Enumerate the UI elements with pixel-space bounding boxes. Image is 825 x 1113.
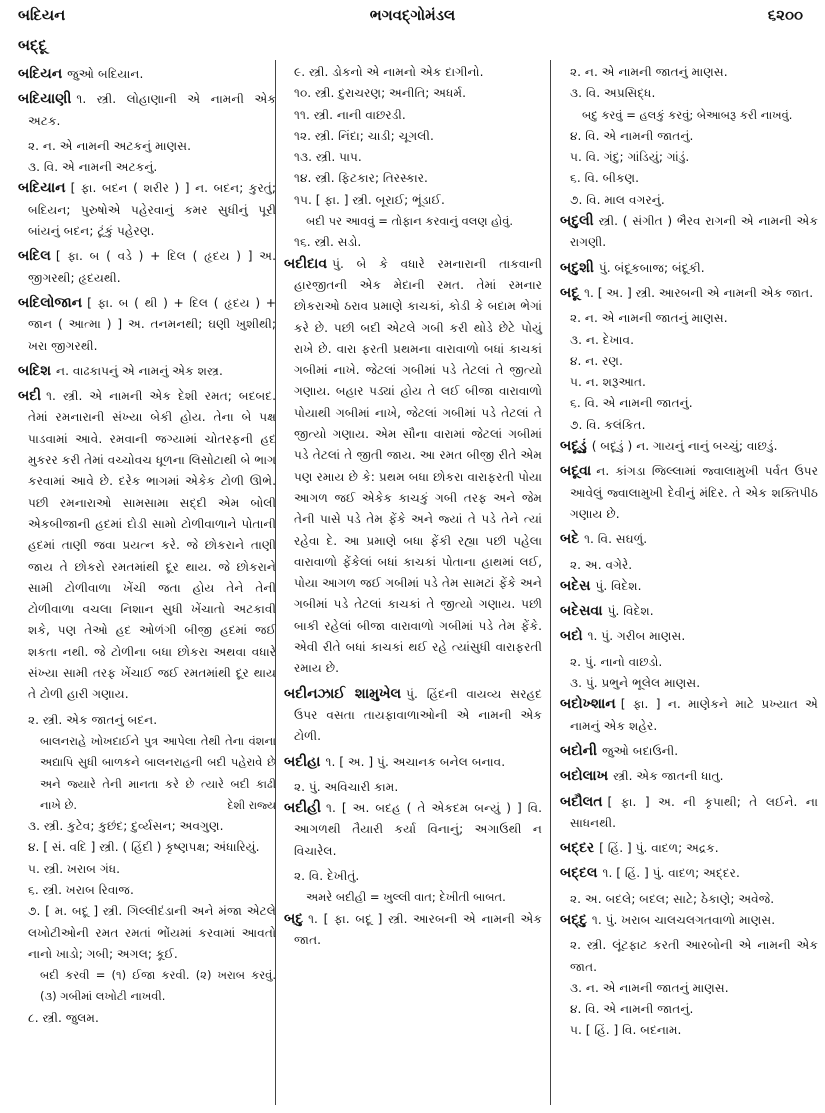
sense-item — [560, 415, 818, 436]
sense-item — [560, 83, 818, 104]
definition-text: ૫. સ્ત્રી. ખરાબ ગંધ. — [28, 861, 121, 876]
definition-text: ૧૩. સ્ત્રી. પાપ. — [294, 150, 362, 165]
sense-item — [18, 880, 276, 901]
headword: બદુશી — [560, 259, 594, 276]
definition-text: ૩. ન. દેખાવ. — [570, 332, 634, 347]
sense-item — [18, 710, 276, 731]
sense-item — [560, 190, 818, 211]
definition-text: ૧. [ અ. ] સ્ત્રી. આરબની એ નામની એક જાત. — [584, 285, 814, 300]
dictionary-entry — [284, 909, 542, 952]
headword: બદીદાવ — [284, 255, 328, 272]
definition-text: [ ફા. બ ( થી ) + દિલ ( હૃદય ) + જાન ( આત્મા ) ] અ. તનમનથી; ઘણી ખુશીથી; ખરા જીગરથી. — [28, 295, 276, 353]
column-divider — [550, 60, 551, 1105]
sense-item — [560, 168, 818, 189]
sense-item — [284, 190, 542, 211]
column-3 — [560, 62, 818, 1042]
definition-text: ૨. અ. વગેરે. — [570, 557, 633, 572]
definition-text: ૫. ન. શરૂઆત. — [570, 375, 646, 390]
headword: બદૂવા — [560, 463, 592, 480]
definition-text: ૨. ન. એ નામની અટકનું માણસ. — [28, 138, 192, 153]
sense-item — [560, 999, 818, 1020]
definition-text: [ ફા. ] અ. ની કૃપાથી; તે લઈને. ના સાધનથી. — [570, 794, 818, 830]
definition-text: અમરે બદીહી = ખુલ્લી વાત; દેખીતી બાબત. — [306, 890, 506, 905]
dictionary-entry — [284, 798, 542, 862]
definition-text: ૧૬. સ્ત્રી. સડો. — [294, 235, 362, 250]
sense-item — [284, 866, 542, 887]
dictionary-entry — [560, 626, 818, 647]
definition-text: ૩. વિ. અપ્રસિદ્ધ. — [570, 86, 656, 101]
definition-text: ૩. ન. એ નામની જાતનું માણસ. — [570, 980, 729, 995]
sense-item — [284, 777, 542, 798]
headword: બદે — [560, 531, 580, 548]
usage-example — [18, 965, 276, 1008]
headword: બદિલ — [18, 248, 51, 265]
definition-text: ન. કાંગડા જિલ્લામાં જ્વાલામુખી પર્વત ઉપર આવેલું જ્વાલામુખી દેવીનું મંદિર. તે એક શક્તિપીઠ ગણાય છે. — [570, 464, 818, 521]
definition-text: ૧. સ્ત્રી. એ નામની એક દેશી રમત; બદબદ. તેમાં રમનારાની સંખ્યા બેકી હોય. તેના બે પક્ષ પાડવામાં આવે. રમવાની જગ્યામાં ચોતરફની હદ મુકરર કરી તેમાં વચ્ચોવચ ધૂળના લિસોટાથી બે ભાગ કરવામાં આવે છે. દરેક ભાગમાં એકેક ટોળી ઊભે. પછી રમનારાઓ સામસામા સદ્દી એમ બોલી એકબીજાની હદમાં દોડી સામો ટોળીવાળાને પોતાની હદમાં તાણી જવા પ્રયત્ન કરે. જે છોકરાને તાણી જાય તે છોકરો રમતમાંથી દૂર થાય. જે છોકરાને સામી ટોળીવાળા ખેંચી જતા હોય તેને તેની ટોળીવાળા વચલા નિશાન સુધી ખેંચાતો અટકાવી શકે, પણ તેઓ હદ ઓળંગી બીજી હદમાં જઈ શકતા નથી. જે ટોળીના બધા છોકરા અથવા વધારે સંખ્યા સામી તરફ ખેંચાઈ જઈ રમતમાંથી દૂર થાય તે ટોળી હારી ગણાય. — [28, 389, 276, 702]
sense-item — [284, 62, 542, 83]
headword: બદિશ — [18, 362, 52, 379]
definition-text: ૫. વિ. ગંદુ; ગાંડિયું; ગાંડું. — [570, 150, 690, 165]
definition-text: ૨. સ્ત્રી. લૂંટફાટ કરતી આરબોની એ નામની એક જાત. — [570, 938, 818, 974]
headword: બદિયાણી — [18, 91, 72, 108]
dictionary-entry — [284, 752, 542, 773]
dictionary-entry — [560, 529, 818, 550]
usage-example — [560, 105, 818, 126]
sense-item — [560, 372, 818, 393]
column-1 — [18, 64, 276, 1029]
dictionary-entry — [284, 684, 542, 748]
headword: બદેસવા — [560, 603, 603, 620]
sense-item — [560, 978, 818, 999]
sense-item — [560, 126, 818, 147]
sense-item — [284, 126, 542, 147]
definition-text: ૮. સ્ત્રી. જુલમ. — [28, 1010, 99, 1025]
sense-item — [18, 816, 276, 837]
sense-item — [18, 859, 276, 880]
sense-item — [284, 105, 542, 126]
dictionary-entry — [560, 792, 818, 835]
sense-item — [18, 1008, 276, 1029]
definition-text: ન. વાઢકાપનું એ નામનું એક શસ્ત્ર. — [56, 363, 223, 378]
dictionary-entry — [18, 293, 276, 357]
definition-text: [ ફા. ] ન. માણેકને માટે પ્રખ્યાત એ નામનું એક શહેર. — [570, 697, 818, 733]
sense-item — [560, 330, 818, 351]
sense-item — [560, 889, 818, 910]
definition-text: બદી પર આવવું = તોફાન કરવાનું વલણ હોવું. — [306, 214, 514, 229]
definition-text: સ્ત્રી. એક જાતની ધાતુ. — [613, 769, 724, 784]
headword: બદુલી — [560, 213, 594, 230]
dictionary-entry — [284, 254, 542, 680]
definition-text: ૫. [ હિં. ] વિ. બદનામ. — [570, 1023, 682, 1038]
sense-item — [284, 147, 542, 168]
definition-text: પું. હિંદની વાયવ્ય સરહદ ઉપર વસતા તાયફાવાળાઓની એ નામની એક ટોળી. — [294, 686, 542, 744]
sense-item — [284, 232, 542, 253]
sense-item — [18, 837, 276, 858]
usage-example — [284, 211, 542, 232]
dictionary-entry — [560, 258, 818, 279]
definition-text: ૩. વિ. એ નામની અટકનું. — [28, 160, 158, 175]
sense-item — [560, 1020, 818, 1041]
sense-item — [560, 673, 818, 694]
dictionary-entry — [560, 741, 818, 762]
definition-text: પું. બે કે વધારે રમનારાની તાકવાની હારજીતની એક મેદાની રમત. તેમાં રમનાર છોકરાઓ ઠરાવ પ્રમાણે કાચકાં, કોડી કે બદામ ભેગાં કરે છે. પછી બદી એટલે ગબી કરી થોડે છેટે પોયું રાખે છે. વારા ફરતી પ્રથમના વારાવાળો બધાં કાચકાં ગબીમાં નાખે. જેટલાં ગબીમાં પડે તેટલાં તે જીત્યો ગણાય. બહાર પડ્યાં હોય તે લઈ બીજા વારાવાળો પોયાથી ગબીમાં નાખે, જેટલાં ગબીમાં પડે તેટલાં તે જીત્યો ગણાય. એમ સૌના વારામાં જેટલાં ગબીમાં પડે તેટલાં તે જીતી જાય. આ રમત બીજી રીતે એમ પણ રમાય છે કે: પ્રથમ બધા છોકરા વારાફરતી પોયા આગળ જઈ એકેક કાચકું ગબી તરફ અને જેમ તેની પાસે પડે તેમ ફેંકે અને જ્યાં તે પડે તેને ત્યાં રહેવા દે. આ પ્રમાણે બધા ફેંકી રહ્યા પછી પહેલા વારાવાળો ફેંકેલાં બધાં કાચકાં પોતાના હાથમાં લઈ, પોયા આગળ જઈ ગબીમાં પડે તેમ સામટાં ફેંકે અને ગબીમાં પડે તેટલાં કાચકાં તે જીત્યો ગણાય. પછી બાકી રહેલાં બીજા વારાવાળો ગબીમાં પડે તેમ ફેંકે. એવી રીતે બધાં કાચકાં થઈ રહે ત્યાંસુધી વારાફરતી રમાય છે. — [294, 256, 542, 676]
definition-text: ૪. વિ. એ નામની જાતનું. — [570, 128, 694, 143]
headword: બદોલાખ — [560, 768, 609, 785]
definition-text: બાલનરાહે ખોખદાઈને પુત્ર આપેલા તેથી તેના વંશના અદ્યાપિ સુધી બાળકને બાલનરાહની બદી પહેરાવે છે અને જ્યારે તેની માનતા કરે છે ત્યારે બદી કાઢી નાખે છે. — [40, 733, 276, 812]
usage-example — [18, 731, 276, 816]
definition-text: ૬. વિ. બીકણ. — [570, 171, 640, 186]
definition-text: પું. વિદેશ. — [607, 604, 654, 619]
dictionary-entry — [560, 576, 818, 597]
sense-item — [560, 147, 818, 168]
definition-text: ૧૫. [ ફા. ] સ્ત્રી. બૂરાઈ; ભૂંડાઈ. — [294, 192, 445, 207]
dictionary-entry — [18, 178, 276, 242]
definition-text: ૧. સ્ત્રી. લોહાણાની એ નામની એક અટક. — [28, 92, 276, 128]
definition-text: ૧. વિ. સઘળું. — [584, 532, 648, 547]
dictionary-entry — [560, 283, 818, 304]
definition-text: ૧. પું. ખરાબ ચાલચલગતવાળો માણસ. — [591, 912, 776, 927]
dictionary-entry — [18, 64, 276, 85]
headword: બદ્દર — [560, 840, 595, 857]
definition-text: ૧૧. સ્ત્રી. નાની વાછરડી. — [294, 107, 406, 122]
headword: બદિયાન — [18, 180, 66, 197]
definition-text: ૭. વિ. માલ વગરનું. — [570, 192, 665, 207]
definition-text: ૨. વિ. દેખીતું. — [294, 868, 360, 883]
headword: બદિલોજાન — [18, 294, 83, 311]
column-2 — [284, 62, 542, 955]
sense-item — [560, 555, 818, 576]
sense-item — [18, 157, 276, 178]
definition-text: ૨. ન. એ નામની જાતનું માણસ. — [570, 65, 728, 79]
dictionary-entry — [560, 766, 818, 787]
definition-text: ૧. [ ફા. બદૂ ] સ્ત્રી. આરબની એ નામની એક જાત. — [294, 911, 542, 947]
definition-text: જુઓ બદિયાન. — [67, 67, 144, 81]
headword: બદૂડું — [560, 438, 587, 455]
definition-text: ૧. [ અ. ] પું. અચાનક બનેલ બનાવ. — [325, 754, 506, 769]
sense-item — [560, 62, 818, 83]
definition-text: ૭. [ મ. બદૂ ] સ્ત્રી. ગિલ્લીદંડાની અને મંજા એટલે લખોટીઓની રમત રમતાં ભોંયમાં કરવામાં આવતો નાનો ખાડો; ગબી; અગલ; કૂઈ. — [28, 904, 276, 961]
headword: બદોની — [560, 742, 598, 759]
definition-text: ૪. ન. રણ. — [570, 353, 623, 368]
definition-text: [ ફા. બ ( વડે ) + દિલ ( હૃદય ) ] અ. જીગરથી; હૃદયથી. — [28, 249, 276, 285]
dictionary-entry — [560, 694, 818, 737]
definition-text: ૧. [ અ. બદહ ( તે એકદમ બન્યું ) ] વિ. આગળથી તૈયારી કર્યા વિનાનું; અગાઉથી ન વિચારેલ. — [294, 801, 542, 858]
definition-text: ૧૪. સ્ત્રી. ફિટકાર; તિરસ્કાર. — [294, 171, 428, 186]
sense-item — [560, 351, 818, 372]
dictionary-entry — [560, 910, 818, 931]
sense-item — [560, 393, 818, 414]
dictionary-entry — [560, 211, 818, 254]
headword: બદુ — [284, 910, 304, 927]
definition-text: ૨. પું. નાનો વાછડો. — [570, 654, 663, 669]
definition-text: ૩. સ્ત્રી. કુટેવ; કુછંદ; દુર્વ્યસન; અવગુણ. — [28, 819, 224, 834]
definition-text: ૪. [ સં. વદિ ] સ્ત્રી. ( હિંદી ) કૃષ્ણપક્ષ; અંધારિયું. — [28, 840, 260, 855]
dictionary-entry — [18, 386, 276, 705]
definition-text: ૨. ન. એ નામની જાતનું માણસ. — [570, 311, 728, 326]
definition-text: બદી કરવી = (૧) ઈજા કરવી. (૨) ખરાબ કરવું. (૩) ગબીમાં લખોટી નાખવી. — [40, 968, 276, 1004]
definition-text: જુઓ બદાઉની. — [602, 743, 679, 758]
page-title: ભગવદ્ગોમંડલ — [369, 6, 456, 24]
definition-text: ૨. અ. બદલે; બદલ; સાટે; ઠેકાણે; અવેજે. — [570, 891, 775, 906]
definition-text: [ હિં. ] પું. વાદળ; અદ્રક. — [599, 841, 719, 856]
headword: બદૂ — [560, 284, 580, 301]
definition-text: ૨. પું. અવિચારી કામ. — [294, 779, 399, 794]
right-guide-word: બદ્દૂ — [18, 36, 47, 54]
definition-text: ૧. [ હિં. ] પું. વાદળ; અદ્દર. — [602, 866, 740, 881]
dictionary-entry — [560, 838, 818, 859]
dictionary-entry — [560, 461, 818, 525]
headword: બદો — [560, 628, 583, 645]
definition-text: પું. વિદેશ. — [595, 578, 642, 593]
headword: બદી — [18, 388, 42, 405]
page-number: ૬૨૦૦ — [767, 6, 803, 24]
headword: બદીહા — [284, 753, 321, 770]
definition-text: ૪. વિ. એ નામની જાતનું. — [570, 1002, 694, 1017]
headword: બદૌલત — [560, 793, 603, 810]
definition-text: ૧૨. સ્ત્રી. નિંદા; ચાડી; ચૂગલી. — [294, 128, 434, 143]
dictionary-entry — [18, 246, 276, 289]
sense-item — [560, 935, 818, 978]
headword: બદીનઝાઈ શામુખેલ — [284, 685, 402, 702]
sense-item — [560, 308, 818, 329]
definition-text: બદુ કરવું = હલકું કરવું; બેઆબરૂ કરી નાખવું. — [582, 107, 793, 122]
definition-text: ( બદૂડું ) ન. ગાયનું નાનું બચ્ચું; વાછડું. — [591, 439, 778, 454]
headword: બદીહી — [284, 800, 322, 817]
dictionary-entry — [18, 361, 276, 382]
dictionary-entry — [560, 436, 818, 457]
definition-text: ૧. પું. ગરીબ માણસ. — [587, 629, 686, 644]
headword: બદેસ — [560, 577, 591, 594]
definition-text: [ ફા. બદન ( શરીર ) ] ન. બદન; કુરતું; બદિયન; પુરુષોએ પહેરવાનું કમર સુધીનું પૂરી બાંયનું બદન; ટૂંકું પહેરણ. — [28, 181, 276, 239]
headword: બદ્દુ — [560, 911, 587, 928]
dictionary-entry — [560, 601, 818, 622]
headword: બદોખ્શાન — [560, 696, 616, 713]
definition-text: ૨. સ્ત્રી. એક જાતનું બદન. — [28, 712, 158, 727]
definition-text: ૯. સ્ત્રી. ડોકનો એ નામનો એક દાગીનો. — [294, 65, 484, 79]
definition-text: ૭. વિ. કલંકિત. — [570, 417, 646, 432]
definition-text: ૬. વિ. એ નામની જાતનું. — [570, 396, 693, 411]
headword: બદિયન — [18, 66, 63, 82]
citation-source: દેશી રાજ્ય — [227, 798, 276, 812]
definition-text: પું. બંદૂકબાજ; બંદૂકી. — [598, 260, 705, 275]
dictionary-entry — [560, 863, 818, 884]
sense-item — [560, 652, 818, 673]
left-guide-word: બદિયન — [18, 6, 66, 24]
usage-example — [284, 887, 542, 908]
sense-item — [284, 83, 542, 104]
sense-item — [18, 136, 276, 157]
definition-text: ૧૦. સ્ત્રી. દુરાચરણ; અનીતિ; અધર્મ. — [294, 86, 466, 101]
dictionary-entry — [18, 89, 276, 132]
headword: બદ્દલ — [560, 865, 598, 882]
definition-text: ૬. સ્ત્રી. ખરાબ રિવાજ. — [28, 882, 134, 897]
definition-text: સ્ત્રી. ( સંગીત ) ભૈરવ રાગની એ નામની એક રાગણી. — [570, 214, 818, 250]
definition-text: ૩. પું. પ્રભુને ભૂલેલ માણસ. — [570, 676, 701, 691]
sense-item — [18, 901, 276, 965]
sense-item — [284, 168, 542, 189]
